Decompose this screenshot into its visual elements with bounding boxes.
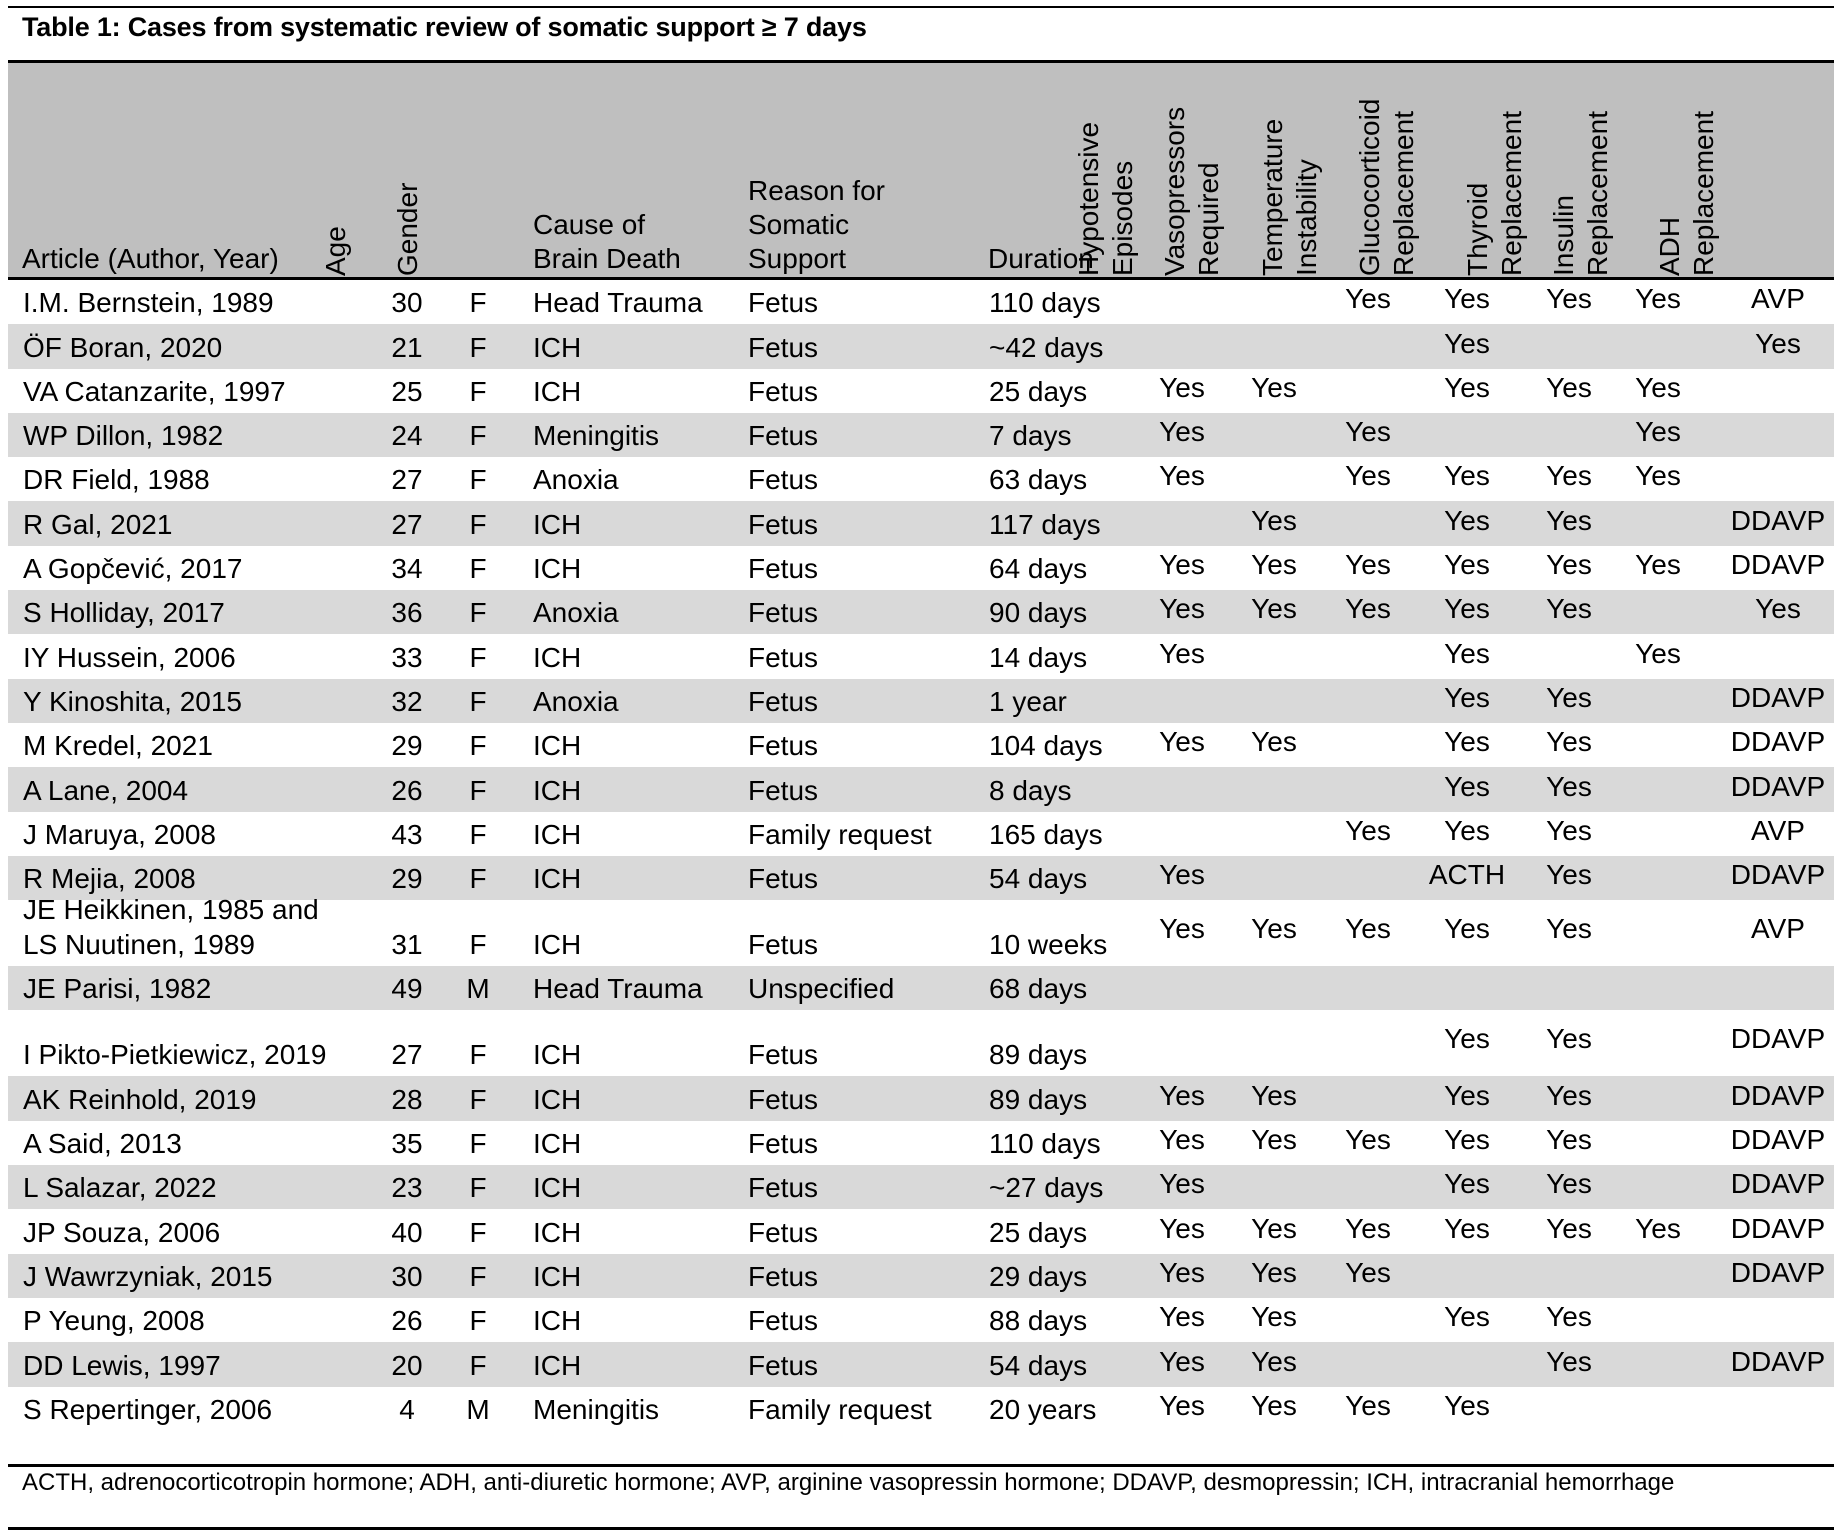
cell-thyroid: Yes <box>1546 913 1592 945</box>
cell-article: Y Kinoshita, 2015 <box>23 685 242 717</box>
cell-reason: Fetus <box>748 1172 819 1204</box>
cell-cause: Anoxia <box>533 464 619 496</box>
cell-adh: AVP <box>1751 283 1805 315</box>
column-header-article: Article (Author, Year) <box>22 243 279 274</box>
table-caption: Table 1: Cases from systematic review of somatic support ≥ 7 days <box>22 12 867 42</box>
table-body <box>8 280 1834 1431</box>
cell-duration: 110 days <box>989 287 1101 319</box>
cell-cause: ICH <box>533 331 582 363</box>
cell-duration: 54 days <box>989 863 1088 895</box>
cell-age: 31 <box>391 929 423 961</box>
cell-article: A Lane, 2004 <box>23 774 189 806</box>
cell-adh: AVP <box>1751 913 1805 945</box>
cell-temperature: Yes <box>1345 913 1391 945</box>
cell-cause: ICH <box>533 1128 582 1160</box>
cell-duration: 117 days <box>989 508 1101 540</box>
cell-article: I.M. Bernstein, 1989 <box>23 287 274 319</box>
cell-age: 36 <box>391 597 423 629</box>
cell-adh: DDAVP <box>1730 859 1826 891</box>
cell-age: 49 <box>391 973 423 1005</box>
cell-article: DR Field, 1988 <box>23 464 210 496</box>
cell-age: 26 <box>391 1305 423 1337</box>
cell-article: J Maruya, 2008 <box>23 818 216 850</box>
cell-vasopressors: Yes <box>1251 549 1297 581</box>
cell-adh: DDAVP <box>1730 1256 1826 1288</box>
cell-glucocorticoid: Yes <box>1444 1079 1490 1111</box>
cell-article: A Gopčević, 2017 <box>23 553 243 585</box>
cell-age: 34 <box>391 553 423 585</box>
cell-glucocorticoid: Yes <box>1444 1301 1490 1333</box>
cell-insulin: Yes <box>1635 460 1681 492</box>
cell-glucocorticoid: Yes <box>1444 504 1490 536</box>
cell-cause: ICH <box>533 1305 582 1337</box>
cell-age: 23 <box>391 1172 423 1204</box>
column-header-duration: Duration <box>988 243 1094 274</box>
table-row <box>8 634 1834 678</box>
cell-gender: F <box>469 685 487 717</box>
cell-cause: ICH <box>533 863 582 895</box>
cell-duration: 54 days <box>989 1349 1088 1381</box>
cell-hypotensive: Yes <box>1159 549 1205 581</box>
cell-gender: F <box>469 929 487 961</box>
cell-hypotensive: Yes <box>1159 1079 1205 1111</box>
cell-glucocorticoid: Yes <box>1444 1212 1490 1244</box>
cell-adh: DDAVP <box>1730 1168 1826 1200</box>
cell-age: 27 <box>391 464 423 496</box>
cell-reason: Fetus <box>748 464 819 496</box>
cell-reason: Fetus <box>748 597 819 629</box>
cell-vasopressors: Yes <box>1251 1389 1297 1421</box>
cell-insulin: Yes <box>1635 371 1681 403</box>
cell-reason: Unspecified <box>748 973 895 1005</box>
cell-article: S Repertinger, 2006 <box>23 1393 273 1425</box>
cell-article: R Mejia, 2008 <box>23 863 196 895</box>
cell-glucocorticoid: Yes <box>1444 814 1490 846</box>
table-row <box>8 369 1834 413</box>
cell-adh: DDAVP <box>1730 726 1826 758</box>
cell-cause: ICH <box>533 508 582 540</box>
cell-gender: F <box>469 1083 487 1115</box>
cell-glucocorticoid: Yes <box>1444 770 1490 802</box>
cell-gender: F <box>469 1260 487 1292</box>
cell-gender: F <box>469 287 487 319</box>
cell-age: 21 <box>391 331 423 363</box>
cell-duration: ~27 days <box>989 1172 1104 1204</box>
cell-hypotensive: Yes <box>1159 1256 1205 1288</box>
cell-glucocorticoid: Yes <box>1444 1389 1490 1421</box>
column-header-cause: Cause of Brain Death <box>533 209 681 274</box>
cell-reason: Fetus <box>748 641 819 673</box>
cell-vasopressors: Yes <box>1251 593 1297 625</box>
cell-article: JE Parisi, 1982 <box>23 973 212 1005</box>
table-row <box>8 1387 1834 1431</box>
cell-article: AK Reinhold, 2019 <box>23 1083 257 1115</box>
cell-article: S Holliday, 2017 <box>23 597 225 629</box>
cell-thyroid: Yes <box>1546 1301 1592 1333</box>
cell-duration: 89 days <box>989 1083 1088 1115</box>
cell-hypotensive: Yes <box>1159 1124 1205 1156</box>
top-rule <box>8 6 1834 8</box>
cell-vasopressors: Yes <box>1251 371 1297 403</box>
cell-adh: DDAVP <box>1730 681 1826 713</box>
cell-glucocorticoid: ACTH <box>1428 859 1506 891</box>
table-footnote: ACTH, adrenocorticotropin hormone; ADH, anti-diuretic hormone; AVP, arginine vasopressin hormone; DDAVP, desmopressin; ICH, intracranial hemorrhage <box>22 1469 1675 1496</box>
cell-temperature: Yes <box>1345 549 1391 581</box>
cell-age: 20 <box>391 1349 423 1381</box>
cell-gender: F <box>469 774 487 806</box>
cell-gender: F <box>469 375 487 407</box>
cell-glucocorticoid: Yes <box>1444 460 1490 492</box>
cell-cause: ICH <box>533 774 582 806</box>
cell-temperature: Yes <box>1345 814 1391 846</box>
cell-hypotensive: Yes <box>1159 1212 1205 1244</box>
cell-thyroid: Yes <box>1546 814 1592 846</box>
table-row <box>8 812 1834 856</box>
cell-thyroid: Yes <box>1546 1124 1592 1156</box>
cell-article: VA Catanzarite, 1997 <box>23 375 286 407</box>
cell-article: J Wawrzyniak, 2015 <box>23 1260 273 1292</box>
cell-article: WP Dillon, 1982 <box>23 420 224 452</box>
table-row <box>8 894 1834 966</box>
cell-glucocorticoid: Yes <box>1444 1168 1490 1200</box>
cell-glucocorticoid: Yes <box>1444 681 1490 713</box>
cell-gender: F <box>469 1128 487 1160</box>
cell-thyroid: Yes <box>1546 770 1592 802</box>
cell-age: 43 <box>391 818 423 850</box>
cell-duration: 25 days <box>989 375 1088 407</box>
cell-hypotensive: Yes <box>1159 371 1205 403</box>
cell-age: 35 <box>391 1128 423 1160</box>
cell-reason: Fetus <box>748 553 819 585</box>
cell-reason: Fetus <box>748 1083 819 1115</box>
cell-hypotensive: Yes <box>1159 593 1205 625</box>
cell-reason: Fetus <box>748 1039 819 1071</box>
cell-thyroid: Yes <box>1546 504 1592 536</box>
cell-adh: DDAVP <box>1730 1345 1826 1377</box>
cell-vasopressors: Yes <box>1251 1345 1297 1377</box>
cell-temperature: Yes <box>1345 1124 1391 1156</box>
cell-age: 27 <box>391 508 423 540</box>
column-header-reason: Reason for Somatic Support <box>748 175 885 274</box>
cell-reason: Fetus <box>748 508 819 540</box>
cell-gender: F <box>469 508 487 540</box>
table-row <box>8 546 1834 590</box>
cell-age: 33 <box>391 641 423 673</box>
cell-reason: Fetus <box>748 375 819 407</box>
cell-duration: 68 days <box>989 973 1088 1005</box>
cell-cause: ICH <box>533 1349 582 1381</box>
cell-thyroid: Yes <box>1546 593 1592 625</box>
cell-thyroid: Yes <box>1546 1023 1592 1055</box>
cell-temperature: Yes <box>1345 460 1391 492</box>
cell-thyroid: Yes <box>1546 859 1592 891</box>
cell-article: DD Lewis, 1997 <box>23 1349 221 1381</box>
cell-insulin: Yes <box>1635 1212 1681 1244</box>
cell-reason: Fetus <box>748 1128 819 1160</box>
cell-article: I Pikto-Pietkiewicz, 2019 <box>23 1039 327 1071</box>
cell-age: 4 <box>399 1393 415 1425</box>
table-row <box>8 679 1834 723</box>
cell-insulin: Yes <box>1635 283 1681 315</box>
cell-duration: 165 days <box>989 818 1103 850</box>
cell-temperature: Yes <box>1345 1212 1391 1244</box>
table-row <box>8 1298 1834 1342</box>
cell-hypotensive: Yes <box>1159 913 1205 945</box>
cell-thyroid: Yes <box>1546 1212 1592 1244</box>
cell-duration: 25 days <box>989 1216 1088 1248</box>
cell-cause: Head Trauma <box>533 973 703 1005</box>
table-row <box>8 280 1834 324</box>
cell-thyroid: Yes <box>1546 283 1592 315</box>
cell-temperature: Yes <box>1345 1256 1391 1288</box>
table-row <box>8 1121 1834 1165</box>
cell-hypotensive: Yes <box>1159 1345 1205 1377</box>
table-row <box>8 767 1834 811</box>
cell-insulin: Yes <box>1635 549 1681 581</box>
cell-reason: Fetus <box>748 863 819 895</box>
cell-age: 40 <box>391 1216 423 1248</box>
cell-gender: F <box>469 1039 487 1071</box>
table-row <box>8 1076 1834 1120</box>
cell-reason: Fetus <box>748 287 819 319</box>
cell-cause: ICH <box>533 1083 582 1115</box>
cell-temperature: Yes <box>1345 593 1391 625</box>
cell-gender: F <box>469 818 487 850</box>
cell-gender: F <box>469 464 487 496</box>
cell-glucocorticoid: Yes <box>1444 593 1490 625</box>
cell-duration: 88 days <box>989 1305 1088 1337</box>
cell-age: 24 <box>391 420 423 452</box>
cell-reason: Fetus <box>748 685 819 717</box>
cell-duration: ~42 days <box>989 331 1104 363</box>
cell-hypotensive: Yes <box>1159 1301 1205 1333</box>
cell-gender: F <box>469 1172 487 1204</box>
cell-thyroid: Yes <box>1546 460 1592 492</box>
cell-thyroid: Yes <box>1546 1345 1592 1377</box>
cell-glucocorticoid: Yes <box>1444 1023 1490 1055</box>
cell-hypotensive: Yes <box>1159 637 1205 669</box>
cell-duration: 10 weeks <box>989 929 1108 961</box>
table-row <box>8 501 1834 545</box>
cell-adh: DDAVP <box>1730 549 1826 581</box>
cell-vasopressors: Yes <box>1251 1256 1297 1288</box>
cell-article: P Yeung, 2008 <box>23 1305 205 1337</box>
cell-glucocorticoid: Yes <box>1444 1124 1490 1156</box>
cell-gender: F <box>469 730 487 762</box>
cell-age: 26 <box>391 774 423 806</box>
cell-thyroid: Yes <box>1546 371 1592 403</box>
cell-cause: ICH <box>533 1260 582 1292</box>
cell-reason: Fetus <box>748 1349 819 1381</box>
cell-duration: 7 days <box>989 420 1072 452</box>
cell-glucocorticoid: Yes <box>1444 726 1490 758</box>
cell-gender: F <box>469 553 487 585</box>
cell-cause: Meningitis <box>533 1393 660 1425</box>
cell-hypotensive: Yes <box>1159 416 1205 448</box>
cell-cause: ICH <box>533 818 582 850</box>
cell-hypotensive: Yes <box>1159 859 1205 891</box>
table-row <box>8 1342 1834 1386</box>
cell-vasopressors: Yes <box>1251 913 1297 945</box>
cell-glucocorticoid: Yes <box>1444 283 1490 315</box>
cell-gender: F <box>469 1305 487 1337</box>
cell-cause: ICH <box>533 375 582 407</box>
cell-article: ÖF Boran, 2020 <box>23 331 223 363</box>
cell-insulin: Yes <box>1635 416 1681 448</box>
cell-gender: M <box>466 973 490 1005</box>
cell-article: A Said, 2013 <box>23 1128 182 1160</box>
cell-adh: DDAVP <box>1730 1124 1826 1156</box>
cell-reason: Fetus <box>748 929 819 961</box>
table-row <box>8 590 1834 634</box>
footnote-bottom-rule <box>8 1527 1834 1530</box>
cell-cause: ICH <box>533 1172 582 1204</box>
cell-vasopressors: Yes <box>1251 1079 1297 1111</box>
cell-reason: Fetus <box>748 1216 819 1248</box>
cell-cause: ICH <box>533 641 582 673</box>
cell-vasopressors: Yes <box>1251 1124 1297 1156</box>
table-header: Article (Author, Year) Age Gender Cause of Brain Death Reason for Somatic Support Duration Hypotensive Episodes Vasopressors Required Temperature Instability Glucocorticoid Replacement Thyroid Replacement Insulin Replacement ADH Replacement <box>8 63 1834 278</box>
cell-duration: 8 days <box>989 774 1072 806</box>
cell-insulin: Yes <box>1635 637 1681 669</box>
cell-article: L Salazar, 2022 <box>23 1172 217 1204</box>
cell-duration: 90 days <box>989 597 1088 629</box>
cell-gender: F <box>469 420 487 452</box>
cell-glucocorticoid: Yes <box>1444 371 1490 403</box>
cell-hypotensive: Yes <box>1159 726 1205 758</box>
cell-article: IY Hussein, 2006 <box>23 641 236 673</box>
cell-cause: Head Trauma <box>533 287 703 319</box>
cell-age: 32 <box>391 685 423 717</box>
cell-age: 25 <box>391 375 423 407</box>
cell-duration: 89 days <box>989 1039 1088 1071</box>
cell-cause: ICH <box>533 1039 582 1071</box>
cell-gender: F <box>469 863 487 895</box>
cell-cause: ICH <box>533 730 582 762</box>
cell-thyroid: Yes <box>1546 726 1592 758</box>
cell-temperature: Yes <box>1345 416 1391 448</box>
cell-cause: Meningitis <box>533 420 660 452</box>
cell-thyroid: Yes <box>1546 1079 1592 1111</box>
cell-glucocorticoid: Yes <box>1444 549 1490 581</box>
cell-reason: Fetus <box>748 1260 819 1292</box>
cell-reason: Fetus <box>748 331 819 363</box>
cell-gender: F <box>469 641 487 673</box>
cell-gender: F <box>469 597 487 629</box>
cell-hypotensive: Yes <box>1159 460 1205 492</box>
cell-vasopressors: Yes <box>1251 1301 1297 1333</box>
cell-article: JE Heikkinen, 1985 and LS Nuutinen, 1989 <box>23 894 319 961</box>
cell-duration: 104 days <box>989 730 1103 762</box>
cell-adh: DDAVP <box>1730 504 1826 536</box>
table-row <box>8 413 1834 457</box>
cell-reason: Fetus <box>748 420 819 452</box>
table-row <box>8 1165 1834 1209</box>
cell-article: R Gal, 2021 <box>23 508 173 540</box>
cell-cause: ICH <box>533 1216 582 1248</box>
cell-reason: Fetus <box>748 1305 819 1337</box>
cell-gender: F <box>469 1349 487 1381</box>
cell-hypotensive: Yes <box>1159 1168 1205 1200</box>
table-row <box>8 324 1834 368</box>
cell-hypotensive: Yes <box>1159 1389 1205 1421</box>
cell-duration: 20 years <box>989 1393 1097 1425</box>
cell-temperature: Yes <box>1345 283 1391 315</box>
cell-adh: AVP <box>1751 814 1805 846</box>
cell-reason: Fetus <box>748 774 819 806</box>
cell-adh: DDAVP <box>1730 1023 1826 1055</box>
cell-age: 30 <box>391 1260 423 1292</box>
table-row <box>8 966 1834 1010</box>
cell-duration: 29 days <box>989 1260 1088 1292</box>
cell-age: 29 <box>391 730 423 762</box>
cell-age: 28 <box>391 1083 423 1115</box>
cell-vasopressors: Yes <box>1251 1212 1297 1244</box>
cell-reason: Fetus <box>748 730 819 762</box>
cell-adh: DDAVP <box>1730 1212 1826 1244</box>
cell-duration: 63 days <box>989 464 1088 496</box>
cell-adh: Yes <box>1755 327 1801 359</box>
table-row <box>8 457 1834 501</box>
cell-duration: 14 days <box>989 641 1088 673</box>
cell-adh: DDAVP <box>1730 770 1826 802</box>
cell-vasopressors: Yes <box>1251 504 1297 536</box>
cell-thyroid: Yes <box>1546 681 1592 713</box>
cell-age: 30 <box>391 287 423 319</box>
cell-reason: Family request <box>748 1393 932 1425</box>
table-row <box>8 1010 1834 1076</box>
cell-duration: 1 year <box>989 685 1067 717</box>
table-row <box>8 723 1834 767</box>
cell-age: 27 <box>391 1039 423 1071</box>
cell-gender: F <box>469 1216 487 1248</box>
table-row <box>8 1254 1834 1298</box>
cell-cause: ICH <box>533 929 582 961</box>
cell-thyroid: Yes <box>1546 549 1592 581</box>
cell-duration: 110 days <box>989 1128 1101 1160</box>
cell-vasopressors: Yes <box>1251 726 1297 758</box>
cell-gender: F <box>469 331 487 363</box>
cell-age: 29 <box>391 863 423 895</box>
cell-adh: DDAVP <box>1730 1079 1826 1111</box>
table-row <box>8 1209 1834 1253</box>
cell-cause: Anoxia <box>533 685 619 717</box>
cell-cause: Anoxia <box>533 597 619 629</box>
cell-thyroid: Yes <box>1546 1168 1592 1200</box>
cell-reason: Family request <box>748 818 932 850</box>
cell-duration: 64 days <box>989 553 1088 585</box>
cell-article: M Kredel, 2021 <box>23 730 213 762</box>
cell-cause: ICH <box>533 553 582 585</box>
cell-glucocorticoid: Yes <box>1444 327 1490 359</box>
cell-glucocorticoid: Yes <box>1444 637 1490 669</box>
cell-article: JP Souza, 2006 <box>23 1216 221 1248</box>
cell-glucocorticoid: Yes <box>1444 913 1490 945</box>
cell-temperature: Yes <box>1345 1389 1391 1421</box>
cell-adh: Yes <box>1755 593 1801 625</box>
cell-gender: M <box>466 1393 490 1425</box>
